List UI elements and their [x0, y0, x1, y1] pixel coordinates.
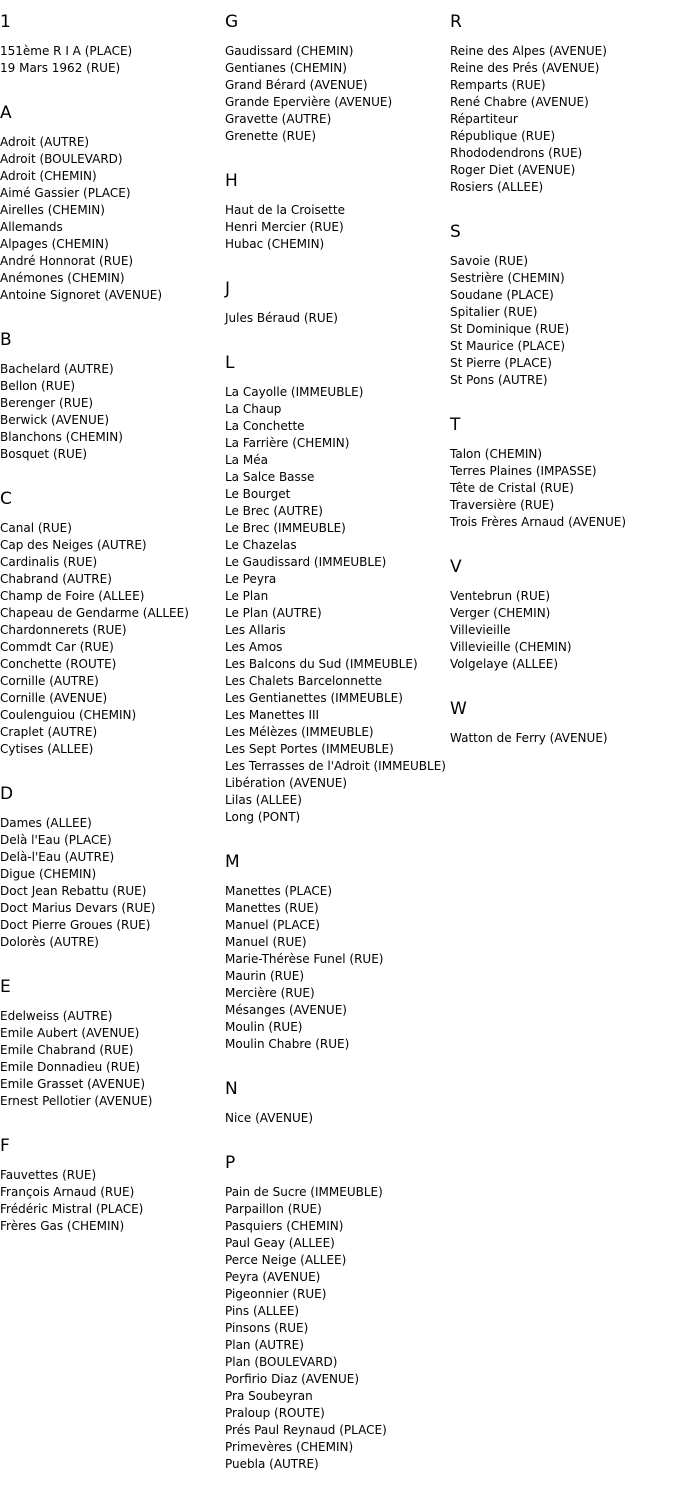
street-link[interactable]: Bachelard (AUTRE): [0, 362, 114, 376]
street-link[interactable]: Pins (ALLEE): [225, 1304, 300, 1318]
letter-section-f: [0, 1136, 225, 1235]
street-link[interactable]: Cardinalis (RUE): [0, 555, 98, 569]
street-list: [0, 520, 225, 758]
street-link[interactable]: François Arnaud (RUE): [0, 1185, 135, 1199]
street-link[interactable]: République (RUE): [450, 129, 556, 143]
street-link[interactable]: Commdt Car (RUE): [0, 640, 114, 654]
street-link[interactable]: Prés Paul Reynaud (PLACE): [225, 1423, 387, 1437]
street-list: [0, 361, 225, 463]
street-link[interactable]: Soudane (PLACE): [450, 288, 554, 302]
street-link[interactable]: La Farrière (CHEMIN): [225, 436, 350, 450]
street-link[interactable]: Paul Geay (ALLEE): [225, 1236, 335, 1250]
street-link[interactable]: Rosiers (ALLEE): [450, 180, 544, 194]
street-link[interactable]: Airelles (CHEMIN): [0, 203, 105, 217]
street-link[interactable]: Puebla (AUTRE): [225, 1457, 319, 1471]
section-letter-heading: E: [0, 977, 11, 997]
letter-section-d: [0, 784, 225, 951]
section-letter-heading: 1: [0, 12, 11, 32]
street-link[interactable]: Mercière (RUE): [225, 986, 315, 1000]
street-link[interactable]: Praloup (ROUTE): [225, 1406, 325, 1420]
street-link[interactable]: Berenger (RUE): [0, 396, 94, 410]
section-letter-heading: A: [0, 103, 12, 123]
street-link[interactable]: Blanchons (CHEMIN): [0, 430, 123, 444]
letter-section-j: [225, 279, 450, 327]
street-link[interactable]: Maurin (RUE): [225, 969, 305, 983]
letter-section-h: [225, 171, 450, 253]
letter-section-m: [225, 852, 450, 1053]
letter-section-s: [450, 222, 675, 389]
section-letter-heading: F: [0, 1136, 10, 1156]
street-link[interactable]: Digue (CHEMIN): [0, 867, 97, 881]
street-list: [225, 43, 450, 145]
letter-section-g: [225, 12, 450, 145]
street-link[interactable]: Champ de Foire (ALLEE): [0, 589, 145, 603]
street-list: [225, 883, 450, 1053]
letter-section-w: [450, 699, 675, 747]
street-link[interactable]: Libération (AVENUE): [225, 776, 348, 790]
street-link[interactable]: Spitalier (RUE): [450, 305, 538, 319]
street-link[interactable]: Verger (CHEMIN): [450, 606, 551, 620]
street-link[interactable]: Doct Marius Devars (RUE): [0, 901, 156, 915]
street-link[interactable]: Haut de la Croisette: [225, 203, 345, 217]
letter-section-1: [0, 12, 225, 77]
street-link[interactable]: Adroit (AUTRE): [0, 135, 90, 149]
letter-section-r: [450, 12, 675, 196]
street-link[interactable]: Manuel (PLACE): [225, 918, 320, 932]
street-link[interactable]: Long (PONT): [225, 810, 301, 824]
street-link[interactable]: Canal (RUE): [0, 521, 72, 535]
street-link[interactable]: Lilas (ALLEE): [225, 793, 302, 807]
street-link[interactable]: Craplet (AUTRE): [0, 725, 98, 739]
street-link[interactable]: Coulenguiou (CHEMIN): [0, 708, 137, 722]
letter-section-c: [0, 489, 225, 758]
street-link[interactable]: Les Sept Portes (IMMEUBLE): [225, 742, 394, 756]
street-link[interactable]: Peyra (AVENUE): [225, 1270, 321, 1284]
section-letter-heading: M: [225, 852, 240, 872]
letter-section-l: [225, 353, 450, 826]
street-link[interactable]: Pra Soubeyran: [225, 1389, 313, 1403]
section-letter-heading: L: [225, 353, 235, 373]
street-link[interactable]: Les Terrasses de l'Adroit (IMMEUBLE): [225, 759, 446, 773]
section-letter-heading: H: [225, 171, 238, 191]
street-link[interactable]: Pigeonnier (RUE): [225, 1287, 327, 1301]
section-letter-heading: R: [450, 12, 462, 32]
street-link[interactable]: Emile Donnadieu (RUE): [0, 1060, 141, 1074]
section-letter-heading: V: [450, 557, 462, 577]
street-link[interactable]: Allemands: [0, 220, 63, 234]
street-list: [0, 1008, 225, 1110]
street-link[interactable]: Les Manettes III: [225, 708, 320, 722]
street-list: [0, 43, 225, 77]
street-link[interactable]: Cap des Neiges (AUTRE): [0, 538, 147, 552]
street-link[interactable]: St Pons (AUTRE): [450, 373, 548, 387]
street-link[interactable]: Traversière (RUE): [450, 498, 555, 512]
street-link[interactable]: Le Peyra: [225, 572, 277, 586]
street-link[interactable]: Alpages (CHEMIN): [0, 237, 109, 251]
street-link[interactable]: Chardonnerets (RUE): [0, 623, 127, 637]
street-link[interactable]: Emile Aubert (AVENUE): [0, 1026, 140, 1040]
street-list: [0, 134, 225, 304]
street-list: [225, 1184, 450, 1473]
street-link[interactable]: Cornille (AUTRE): [0, 674, 99, 688]
street-link[interactable]: Gentianes (CHEMIN): [225, 61, 347, 75]
street-link[interactable]: Bosquet (RUE): [0, 447, 88, 461]
street-link[interactable]: La Méa: [225, 453, 268, 467]
street-link[interactable]: Les Mélèzes (IMMEUBLE): [225, 725, 374, 739]
street-list: [0, 815, 225, 951]
street-link[interactable]: Fauvettes (RUE): [0, 1168, 97, 1182]
street-link[interactable]: Cornille (AVENUE): [0, 691, 108, 705]
street-link[interactable]: Reine des Alpes (AVENUE): [450, 44, 607, 58]
section-letter-heading: C: [0, 489, 12, 509]
street-link[interactable]: Jules Béraud (RUE): [225, 311, 338, 325]
letter-section-v: [450, 557, 675, 673]
street-link[interactable]: Gaudissard (CHEMIN): [225, 44, 354, 58]
street-link[interactable]: André Honnorat (RUE): [0, 254, 134, 268]
street-link[interactable]: Doct Jean Rebattu (RUE): [0, 884, 147, 898]
street-link[interactable]: Dolorès (AUTRE): [0, 935, 99, 949]
street-link[interactable]: Plan (BOULEVARD): [225, 1355, 338, 1369]
street-link[interactable]: Moulin (RUE): [225, 1020, 303, 1034]
street-link[interactable]: Manettes (RUE): [225, 901, 319, 915]
street-link[interactable]: Gravette (AUTRE): [225, 112, 332, 126]
section-letter-heading: S: [450, 222, 461, 242]
section-letter-heading: P: [225, 1153, 236, 1173]
street-link[interactable]: Manuel (RUE): [225, 935, 307, 949]
street-link[interactable]: Le Brec (AUTRE): [225, 504, 323, 518]
street-list: [0, 1167, 225, 1235]
street-link[interactable]: Anémones (CHEMIN): [0, 271, 125, 285]
street-link[interactable]: Talon (CHEMIN): [450, 447, 543, 461]
section-letter-heading: T: [450, 415, 461, 435]
street-link[interactable]: Henri Mercier (RUE): [225, 220, 344, 234]
street-link[interactable]: Ventebrun (RUE): [450, 589, 550, 603]
letter-section-t: [450, 415, 675, 531]
street-link[interactable]: Les Amos: [225, 640, 283, 654]
section-letter-heading: G: [225, 12, 239, 32]
street-link[interactable]: Doct Pierre Groues (RUE): [0, 918, 151, 932]
section-letter-heading: J: [225, 279, 231, 299]
letter-section-p: [225, 1153, 450, 1473]
street-link[interactable]: Volgelaye (ALLEE): [450, 657, 559, 671]
street-link[interactable]: Antoine Signoret (AVENUE): [0, 288, 163, 302]
street-link[interactable]: Villevieille: [450, 623, 511, 637]
street-link[interactable]: St Pierre (PLACE): [450, 356, 552, 370]
street-link[interactable]: Trois Frères Arnaud (AVENUE): [450, 515, 627, 529]
street-list: [450, 253, 675, 389]
street-link[interactable]: Bellon (RUE): [0, 379, 76, 393]
street-link[interactable]: Rhododendrons (RUE): [450, 146, 583, 160]
street-link[interactable]: Edelweiss (AUTRE): [0, 1009, 113, 1023]
street-index-column-3: [450, 12, 675, 773]
street-link[interactable]: Pasquiers (CHEMIN): [225, 1219, 344, 1233]
street-link[interactable]: Chapeau de Gendarme (ALLEE): [0, 606, 189, 620]
street-link[interactable]: Emile Grasset (AVENUE): [0, 1077, 146, 1091]
street-link[interactable]: Aimé Gassier (PLACE): [0, 186, 131, 200]
street-link[interactable]: Grande Epervière (AVENUE): [225, 95, 393, 109]
street-list: [450, 588, 675, 673]
street-link[interactable]: Marie-Thérèse Funel (RUE): [225, 952, 384, 966]
street-link[interactable]: Terres Plaines (IMPASSE): [450, 464, 597, 478]
street-link[interactable]: Adroit (CHEMIN): [0, 169, 97, 183]
street-link[interactable]: La Salce Basse: [225, 470, 315, 484]
street-link[interactable]: Grand Bérard (AVENUE): [225, 78, 368, 92]
street-link[interactable]: Le Chazelas: [225, 538, 297, 552]
street-link[interactable]: Primevères (CHEMIN): [225, 1440, 354, 1454]
street-link[interactable]: La Chaup: [225, 402, 282, 416]
street-link[interactable]: Chabrand (AUTRE): [0, 572, 112, 586]
street-link[interactable]: Le Plan (AUTRE): [225, 606, 322, 620]
street-link[interactable]: Watton de Ferry (AVENUE): [450, 731, 608, 745]
street-link[interactable]: Pinsons (RUE): [225, 1321, 309, 1335]
street-link[interactable]: Les Chalets Barcelonnette: [225, 674, 383, 688]
street-link[interactable]: Moulin Chabre (RUE): [225, 1037, 350, 1051]
street-link[interactable]: Remparts (RUE): [450, 78, 546, 92]
street-link[interactable]: René Chabre (AVENUE): [450, 95, 589, 109]
street-link[interactable]: Le Gaudissard (IMMEUBLE): [225, 555, 387, 569]
street-link[interactable]: Ernest Pellotier (AVENUE): [0, 1094, 153, 1108]
street-link[interactable]: Delà-l'Eau (AUTRE): [0, 850, 115, 864]
letter-section-e: [0, 977, 225, 1110]
street-link[interactable]: Porfirio Diaz (AVENUE): [225, 1372, 360, 1386]
street-list: [225, 310, 450, 327]
street-link[interactable]: 19 Mars 1962 (RUE): [0, 61, 121, 75]
street-link[interactable]: Nice (AVENUE): [225, 1111, 314, 1125]
street-index-column-2: [225, 12, 450, 1499]
street-link[interactable]: Hubac (CHEMIN): [225, 237, 325, 251]
street-list: [450, 43, 675, 196]
section-letter-heading: N: [225, 1079, 238, 1099]
street-link[interactable]: Frères Gas (CHEMIN): [0, 1219, 125, 1233]
street-link[interactable]: Frédéric Mistral (PLACE): [0, 1202, 144, 1216]
street-link[interactable]: Grenette (RUE): [225, 129, 317, 143]
street-link[interactable]: Manettes (PLACE): [225, 884, 333, 898]
street-link[interactable]: Sestrière (CHEMIN): [450, 271, 565, 285]
street-link[interactable]: Plan (AUTRE): [225, 1338, 304, 1352]
street-link[interactable]: Tête de Cristal (RUE): [450, 481, 574, 495]
street-link[interactable]: Le Plan: [225, 589, 269, 603]
street-link[interactable]: Perce Neige (ALLEE): [225, 1253, 347, 1267]
street-link[interactable]: Le Brec (IMMEUBLE): [225, 521, 346, 535]
street-link[interactable]: Reine des Prés (AVENUE): [450, 61, 600, 75]
section-letter-heading: W: [450, 699, 467, 719]
street-link[interactable]: St Maurice (PLACE): [450, 339, 566, 353]
street-link[interactable]: Roger Diet (AVENUE): [450, 163, 576, 177]
letter-section-a: [0, 103, 225, 304]
street-link[interactable]: Les Allaris: [225, 623, 286, 637]
street-link[interactable]: Conchette (ROUTE): [0, 657, 117, 671]
street-link[interactable]: Parpaillon (RUE): [225, 1202, 322, 1216]
street-link[interactable]: St Dominique (RUE): [450, 322, 570, 336]
street-list: [450, 446, 675, 531]
street-list: [225, 202, 450, 253]
street-link[interactable]: Les Balcons du Sud (IMMEUBLE): [225, 657, 418, 671]
street-link[interactable]: La Cayolle (IMMEUBLE): [225, 385, 364, 399]
section-letter-heading: B: [0, 330, 12, 350]
street-link[interactable]: Villevieille (CHEMIN): [450, 640, 572, 654]
street-link[interactable]: Les Gentianettes (IMMEUBLE): [225, 691, 403, 705]
street-link[interactable]: Emile Chabrand (RUE): [0, 1043, 134, 1057]
street-link[interactable]: Berwick (AVENUE): [0, 413, 109, 427]
letter-section-n: [225, 1079, 450, 1127]
street-link[interactable]: Pain de Sucre (IMMEUBLE): [225, 1185, 383, 1199]
street-link[interactable]: Adroit (BOULEVARD): [0, 152, 123, 166]
street-link[interactable]: Mésanges (AVENUE): [225, 1003, 347, 1017]
street-link[interactable]: Répartiteur: [450, 112, 518, 126]
street-link[interactable]: Dames (ALLEE): [0, 816, 92, 830]
street-list: [225, 384, 450, 826]
street-index-column-1: [0, 12, 225, 1261]
street-list: [450, 730, 675, 747]
street-link[interactable]: Delà l'Eau (PLACE): [0, 833, 112, 847]
street-list: [225, 1110, 450, 1127]
street-link[interactable]: 151ème R I A (PLACE): [0, 44, 133, 58]
section-letter-heading: D: [0, 784, 14, 804]
street-link[interactable]: La Conchette: [225, 419, 305, 433]
street-link[interactable]: Cytises (ALLEE): [0, 742, 94, 756]
letter-section-b: [0, 330, 225, 463]
street-link[interactable]: Savoie (RUE): [450, 254, 529, 268]
street-link[interactable]: Le Bourget: [225, 487, 291, 501]
